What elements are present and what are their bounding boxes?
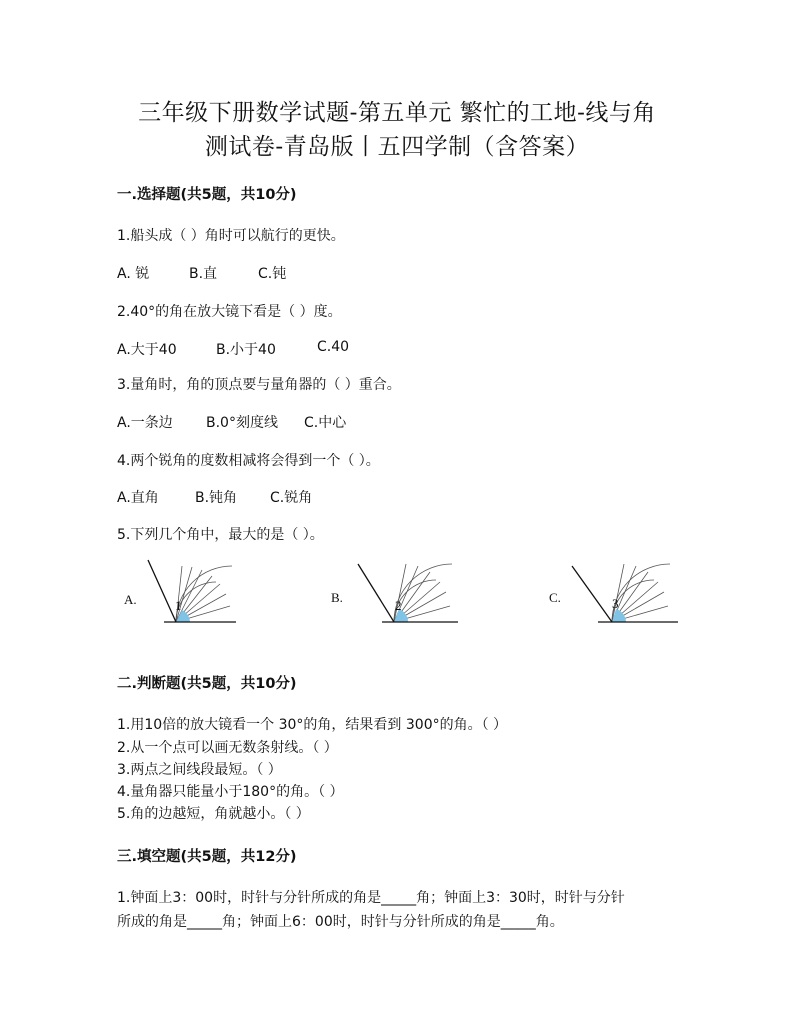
s3-q1-line2: 所成的角是_____角；钟面上6：00时，时针与分针所成的角是_____角。 xyxy=(117,914,564,930)
s1-q1-option-b: B.直 xyxy=(189,266,218,282)
doc-title-line2: 测试卷-青岛版丨五四学制（含答案） xyxy=(204,134,590,160)
s2-item-3: 3.两点之间线段最短。（ ） xyxy=(117,762,282,778)
s1-q4-option-c: C.锐角 xyxy=(270,490,313,506)
figure-c-letter: C. xyxy=(549,590,561,605)
s1-q2-option-a: A.大于40 xyxy=(117,342,177,358)
s1-q2-option-b: B.小于40 xyxy=(216,342,276,358)
figure-a-number: 1 xyxy=(175,598,182,613)
doc-title-line1: 三年级下册数学试题-第五单元 繁忙的工地-线与角 xyxy=(138,100,656,126)
angle-c-ray xyxy=(572,566,612,622)
s2-item-4: 4.量角器只能量小于180°的角。（ ） xyxy=(117,784,344,800)
s1-q4-option-b: B.钝角 xyxy=(195,490,238,506)
s1-q3-option-c: C.中心 xyxy=(304,415,347,431)
s1-q1-option-a: A. 锐 xyxy=(117,266,150,282)
protractor-figure-a xyxy=(140,558,240,628)
figure-b-letter: B. xyxy=(331,590,343,605)
s3-q1-line1: 1.钟面上3：00时，时针与分针所成的角是_____角；钟面上3：30时，时针与分针 xyxy=(117,890,625,906)
s1-q4-option-a: A.直角 xyxy=(117,490,159,506)
angle-a-ray xyxy=(148,560,176,622)
s2-item-1: 1.用10倍的放大镜看一个 30°的角，结果看到 300°的角。（ ） xyxy=(117,717,508,733)
angle-b-ray xyxy=(358,564,394,622)
s1-q1-text: 1.船头成（ ）角时可以航行的更快。 xyxy=(117,228,345,244)
section1-heading: 一.选择题(共5题，共10分) xyxy=(117,187,297,203)
s1-q3-text: 3.量角时，角的顶点要与量角器的（ ）重合。 xyxy=(117,377,401,393)
figure-c-number: 3 xyxy=(612,596,619,611)
protractor-figure-b xyxy=(352,560,462,628)
section3-heading: 三.填空题(共5题，共12分) xyxy=(117,849,297,865)
s2-item-5: 5.角的边越短，角就越小。（ ） xyxy=(117,806,310,822)
s1-q2-option-c: C.40 xyxy=(317,339,350,355)
s1-q1-option-c: C.钝 xyxy=(258,266,287,282)
figure-a-letter: A. xyxy=(124,592,137,607)
s1-q4-text: 4.两个锐角的度数相减将会得到一个（ ）。 xyxy=(117,453,380,469)
s1-q3-option-b: B.0°刻度线 xyxy=(206,415,278,431)
protractor-figure-c xyxy=(568,560,680,628)
s1-q2-text: 2.40°的角在放大镜下看是（ ）度。 xyxy=(117,304,342,320)
s1-q3-option-a: A.一条边 xyxy=(117,415,173,431)
s2-item-2: 2.从一个点可以画无数条射线。（ ） xyxy=(117,740,338,756)
section2-heading: 二.判断题(共5题，共10分) xyxy=(117,676,297,692)
figure-b-number: 2 xyxy=(395,598,402,613)
s1-q5-text: 5.下列几个角中，最大的是（ ）。 xyxy=(117,527,324,543)
